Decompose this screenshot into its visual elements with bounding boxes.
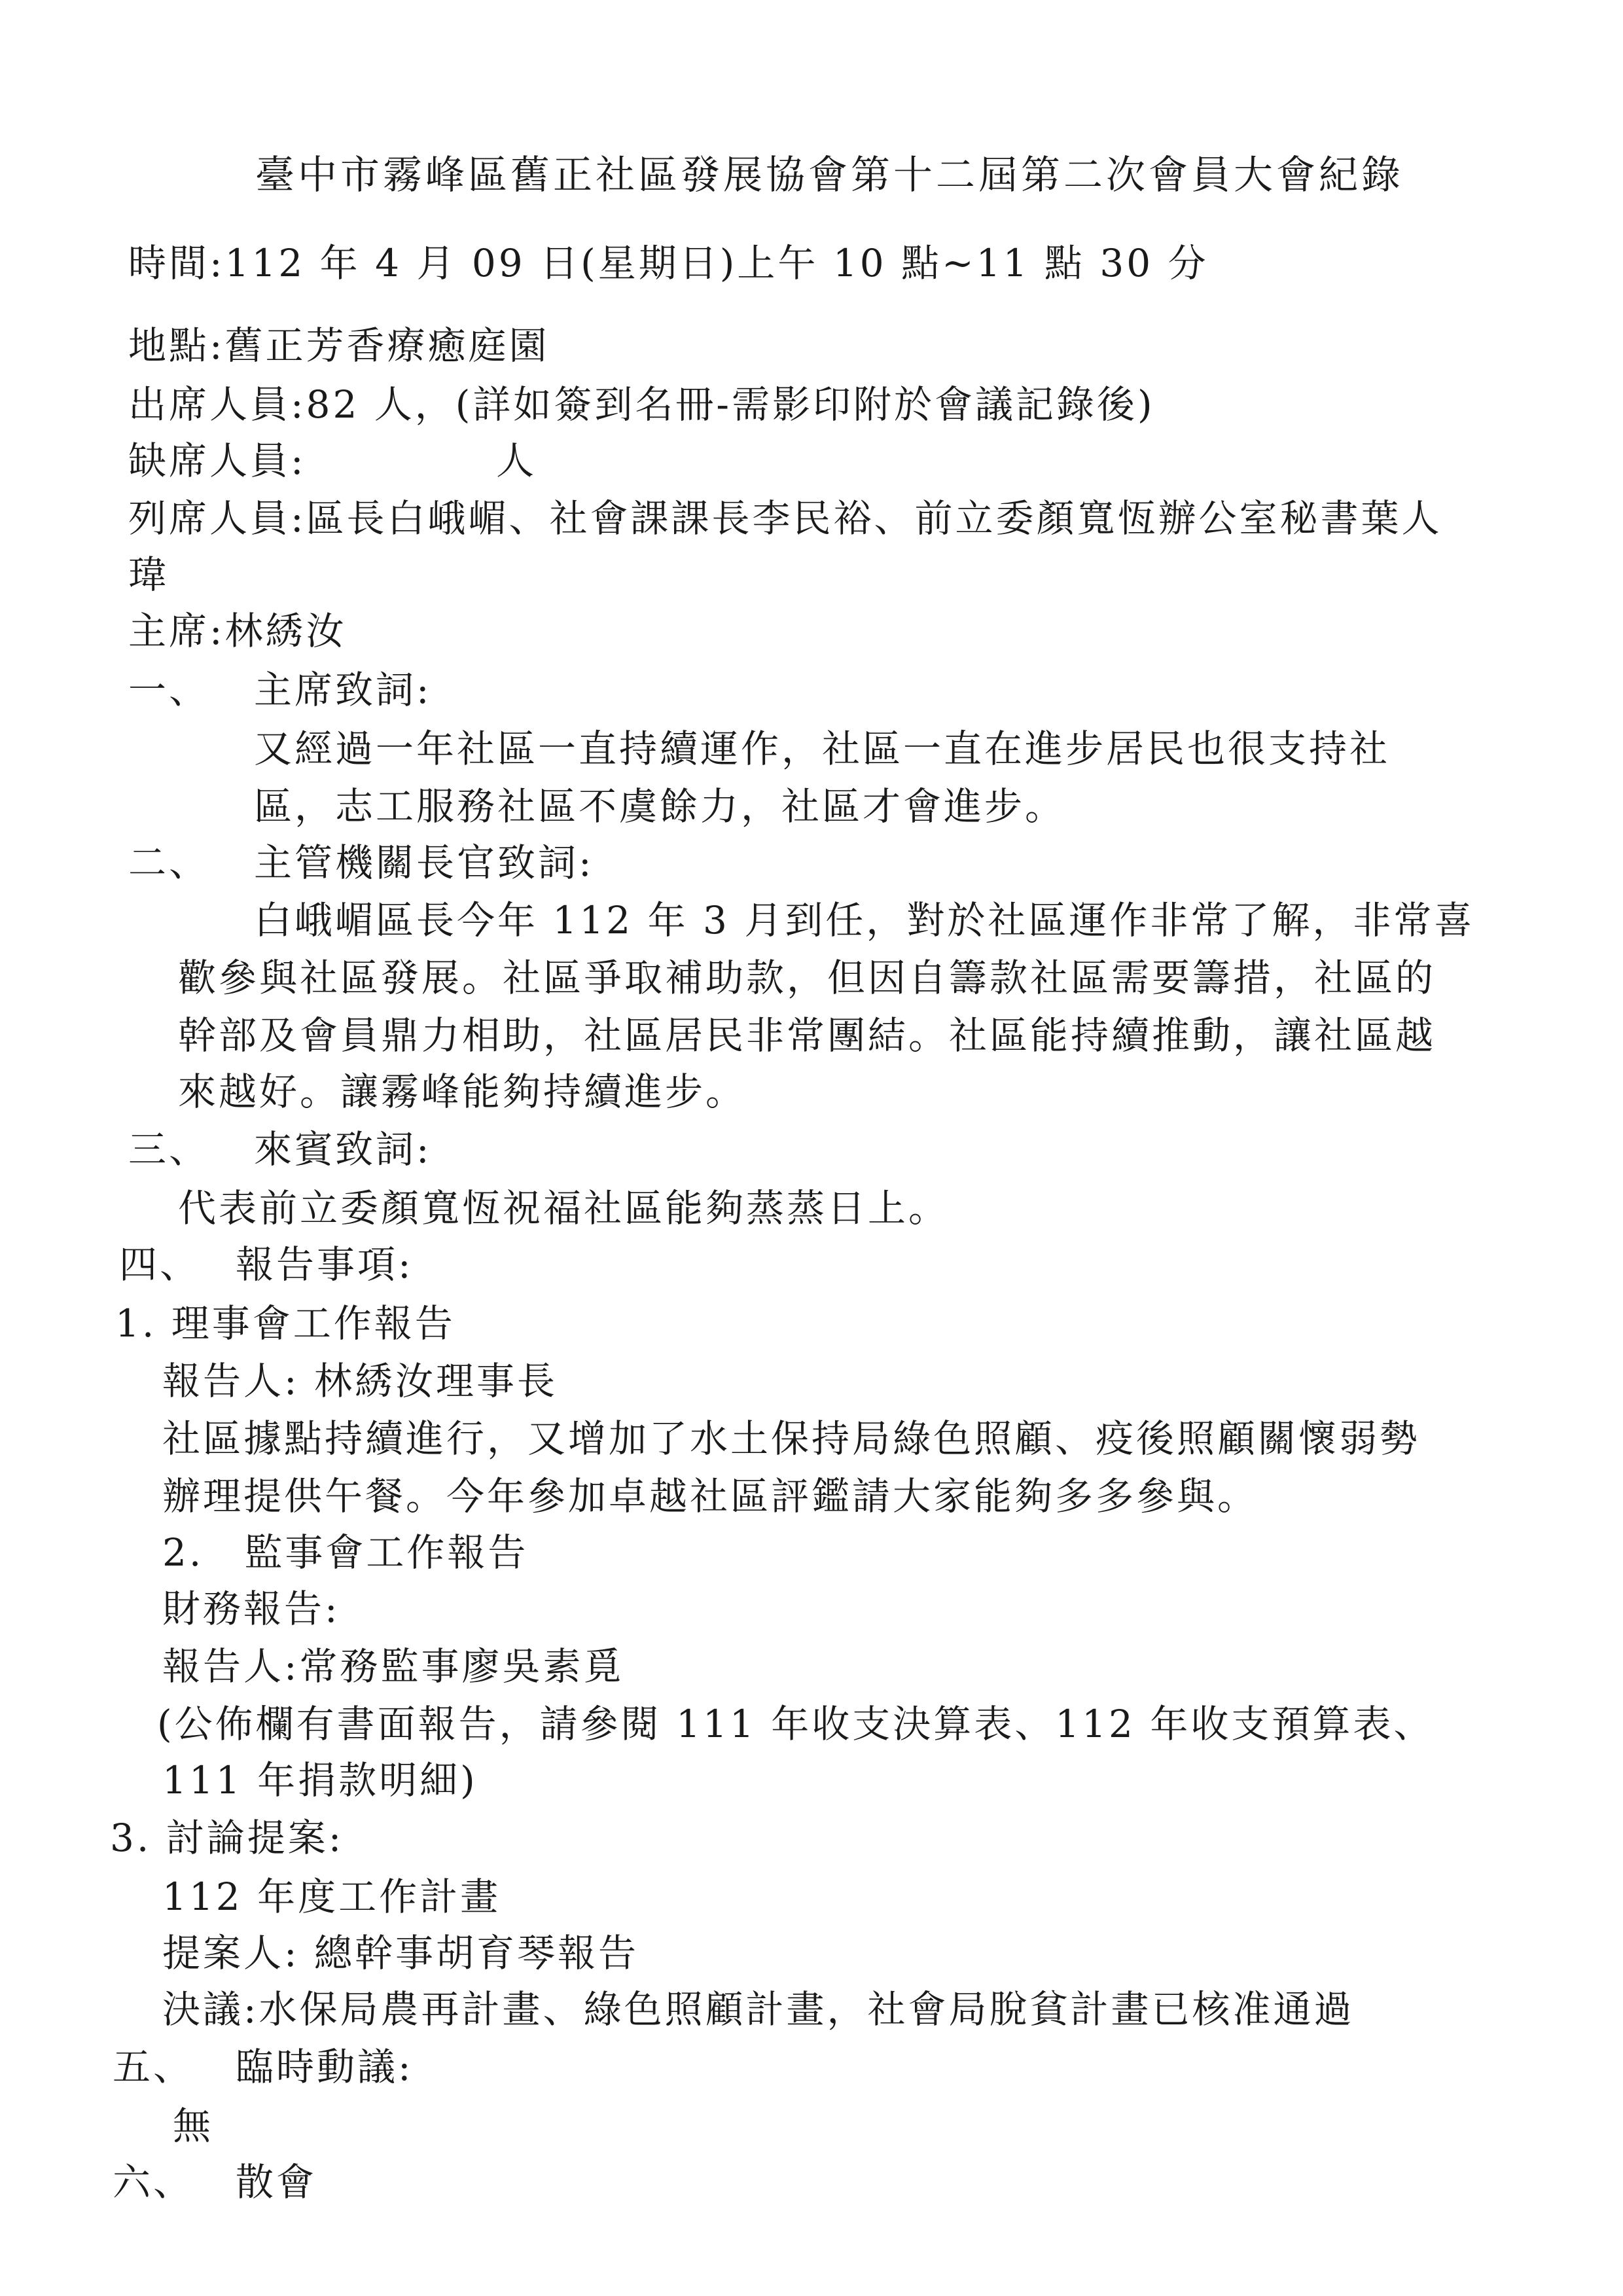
report-2-body-2: 111 年捐款明細) — [162, 1758, 478, 1803]
section-2-marker: 二、 — [128, 840, 210, 885]
section-6-heading: 散會 — [236, 2160, 317, 2204]
section-1-heading: 主席致詞: — [254, 668, 432, 712]
attendees: 出席人員:82 人，(詳如簽到名冊-需影印附於會議記錄後) — [128, 382, 1155, 427]
report-3-heading: 3. 討論提案: — [110, 1816, 344, 1860]
section-6-marker: 六、 — [113, 2160, 194, 2204]
section-2-body-1: 白峨嵋區長今年 112 年 3 月到任，對於社區運作非常了解，非常喜 — [254, 898, 1475, 942]
report-2-body-1: (公佈欄有書面報告，請參閱 111 年收支決算表、112 年收支預算表、 — [157, 1702, 1435, 1746]
report-2-heading: 2. 監事會工作報告 — [162, 1530, 529, 1575]
section-2-heading: 主管機關長官致詞: — [254, 840, 594, 885]
section-3-body-1: 代表前立委顏寬恆祝福社區能夠蒸蒸日上。 — [178, 1186, 950, 1230]
section-1-body-2: 區，志工服務社區不虞餘力，社區才會進步。 — [254, 784, 1066, 829]
guests-line-2: 瑋 — [128, 552, 169, 597]
report-1-heading: 1. 理事會工作報告 — [115, 1301, 455, 1346]
section-4-heading: 報告事項: — [236, 1242, 414, 1287]
absent-label: 缺席人員: — [128, 439, 306, 483]
section-5-body: 無 — [173, 2104, 214, 2148]
section-5-heading: 臨時動議: — [236, 2045, 414, 2089]
section-4-marker: 四、 — [119, 1242, 201, 1287]
report-1-body-2: 辦理提供午餐。今年參加卓越社區評鑑請大家能夠多多參與。 — [162, 1474, 1258, 1518]
report-2-finance: 財務報告: — [162, 1587, 340, 1631]
absent-unit: 人 — [496, 439, 537, 483]
chair: 主席:林綉汝 — [128, 609, 347, 653]
meeting-place: 地點:舊正芳香療癒庭園 — [128, 323, 550, 368]
report-1-body-1: 社區據點持續進行，又增加了水土保持局綠色照顧、疫後照顧關懷弱勢 — [162, 1416, 1421, 1461]
section-2-body-3: 幹部及會員鼎力相助，社區居民非常團結。社區能持續推動，讓社區越 — [178, 1013, 1436, 1058]
section-2-body-4: 來越好。讓霧峰能夠持續進步。 — [178, 1069, 747, 1114]
section-3-marker: 三、 — [128, 1127, 210, 1172]
section-1-marker: 一、 — [128, 668, 210, 712]
report-2-reporter: 報告人:常務監事廖吳素覓 — [162, 1644, 624, 1689]
report-3-item: 112 年度工作計畫 — [162, 1874, 501, 1919]
meeting-time: 時間:112 年 4 月 09 日(星期日)上午 10 點~11 點 30 分 — [128, 241, 1209, 285]
section-3-heading: 來賓致詞: — [254, 1127, 432, 1172]
guests-line-1: 列席人員:區長白峨嵋、社會課課長李民裕、前立委顏寬恆辦公室秘書葉人 — [128, 496, 1442, 541]
report-3-resolution: 決議:水保局農再計畫、綠色照顧計畫，社會局脫貧計畫已核准通過 — [162, 1987, 1355, 2032]
section-5-marker: 五、 — [113, 2045, 194, 2089]
document-title: 臺中市霧峰區舊正社區發展協會第十二屆第二次會員大會紀錄 — [255, 152, 1404, 198]
section-2-body-2: 歡參與社區發展。社區爭取補助款，但因自籌款社區需要籌措，社區的 — [178, 956, 1436, 1000]
report-1-reporter: 報告人: 林綉汝理事長 — [162, 1359, 558, 1403]
report-3-proposer: 提案人: 總幹事胡育琴報告 — [162, 1931, 639, 1975]
section-1-body-1: 又經過一年社區一直持續運作，社區一直在進步居民也很支持社 — [254, 726, 1391, 771]
